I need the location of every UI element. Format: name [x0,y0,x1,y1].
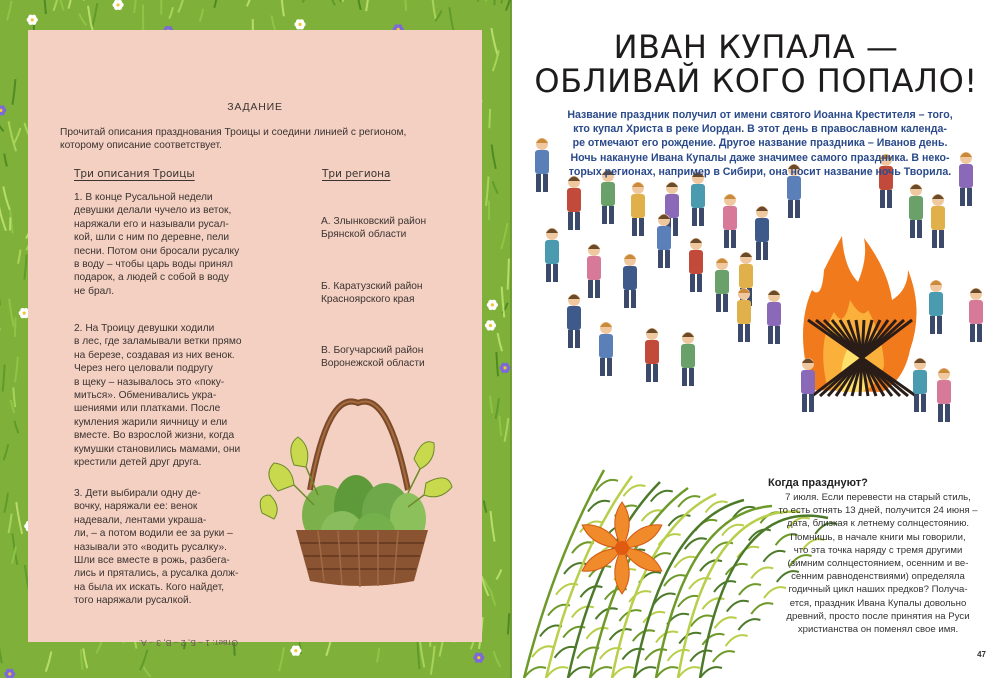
person-figure [767,290,781,344]
daisy-flower [487,300,498,310]
regions-heading: Три региона [322,168,391,180]
description-3: 3. Дети выбирали одну де- вочку, наряжали ее: венок надевали, лентами украша- ли, – а потом водили ее за руки – называли это «водить русалку». Шли все вместе в рожь, разбега- лись и прятались, а русалка долж- на была их искать. Кого найдет, того наряжали русалкой. [74,488,239,607]
violet-flower [499,363,510,373]
task-intro: Прочитай описания празднования Троицы и соедини линией с регионом, которому описание соответствует. [60,127,407,152]
violet-flower [473,653,484,663]
person-figure [567,294,581,348]
violet-flower [0,105,6,115]
person-figure [937,368,951,422]
intro-paragraph: Название праздник получил от имени святого Иоанна Крестителя – того, кто купал Христа в реке Иордан. В этот день в православном календа- ре отмечают его рождение. Другое название праздника – Иванов день. Ночь накануне Ивана Купалы даже значимее самого праздника. В неко- торых регионах, например в Сибири, она носит название ночь Творила. [567,109,953,178]
person-figure [657,214,671,268]
daisy-flower [294,19,305,29]
answer-key: Ответ: 1 – Б, 2 – В, 3 – А. [138,638,238,648]
region-c: В. Богучарский район Воронежской области [321,345,425,370]
person-figure [623,254,637,308]
description-2: 2. На Троицу девушки ходили в лес, где заламывали ветки прямо на березе, создавая из них венок. Через него целовали подругу в щеку – называлось это «поку- миться». Обменивались укра- шениями или платками. После кумления жарили яичницу и ели вместе. Во взрослой жизни, когда кумушки становились мамами, они крестили детей друг друга. [74,323,242,469]
daisy-flower [112,0,123,10]
when-paragraph: 7 июля. Если перевести на старый стиль, то есть отнять 13 дней, получится 24 июня – дата, близкая к летнему солнцестоянию. Помнишь, в начале книги мы говорили, что эта точка наряду с тремя другими (зимним солнцестоянием, осенним и ве- сенним равноденствиями) определяла годичный цикл наших предков? Получа- ется, праздник Ивана Купалы довольно древний, просто после принятия на Руси христианства он поменял свое имя. [778,492,978,636]
person-figure [969,288,983,342]
person-figure [681,332,695,386]
when-heading: Когда празднуют? [768,477,868,489]
person-figure [909,184,923,238]
right-page [512,0,1000,678]
person-figure [801,358,815,412]
person-figure [691,172,705,226]
descriptions-heading: Три описания Троицы [74,168,195,180]
person-figure [545,228,559,282]
person-figure [913,358,927,412]
violet-flower [4,669,15,678]
page-title: ИВАН КУПАЛА — ОБЛИВАЙ КОГО ПОПАЛО! [534,28,978,100]
person-figure [737,288,751,342]
task-title: ЗАДАНИЕ [227,101,283,113]
daisy-flower [485,320,496,330]
person-figure [755,206,769,260]
page-number: 47 [977,650,986,659]
person-figure [645,328,659,382]
person-figure [715,258,729,312]
region-a: А. Злынковский район Брянской области [321,216,427,241]
person-figure [587,244,601,298]
region-b: Б. Каратузский район Красноярского края [321,281,423,306]
person-figure [689,238,703,292]
person-figure [931,194,945,248]
person-figure [631,182,645,236]
person-figure [723,194,737,248]
task-panel [28,30,482,648]
person-figure [929,280,943,334]
daisy-flower [27,15,38,25]
basket-illustration [258,395,458,595]
person-figure [599,322,613,376]
person-figure [567,176,581,230]
description-1: 1. В конце Русальной недели девушки делали чучело из веток, наряжали его и называли русал- кой, шли с ним по деревне, пели песни. Потом они бросали русалку в воду – чтобы царь воды принял подарок, а людей с собой в воду не брал. [74,192,240,297]
bonfire [803,236,917,396]
